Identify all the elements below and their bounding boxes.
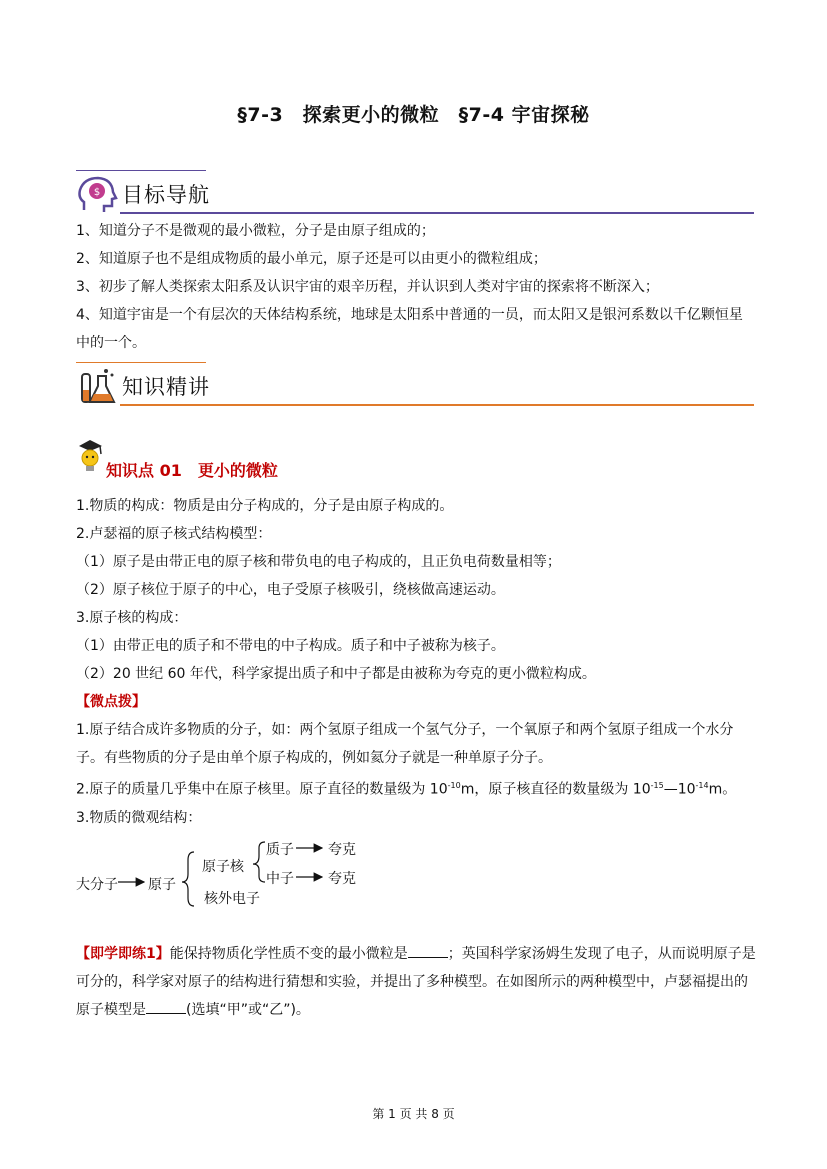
knowledge-point-header <box>76 438 376 482</box>
flask-icon <box>76 366 118 406</box>
list-item: （2）20 世纪 60 年代，科学家提出质子和中子都是由被称为夸克的更小微粒构成。 <box>76 666 596 682</box>
knowledge-point-title: 知识点 01 更小的微粒 <box>106 461 278 480</box>
graduate-bulb-icon <box>76 438 106 478</box>
list-item: （1）原子是由带正电的原子核和带负电的电子构成的，且正负电荷数量相等； <box>76 554 561 570</box>
answer-blank[interactable] <box>408 943 448 958</box>
section-title: 知识精讲 <box>122 375 210 399</box>
section-header-knowledge <box>76 362 754 406</box>
diagram-proton: 质子 <box>266 842 294 858</box>
divider <box>76 362 206 363</box>
diagram-electron: 核外电子 <box>204 891 260 907</box>
exercise-label: 【即学即练1】 <box>76 946 170 962</box>
diagram-nucleus: 原子核 <box>202 859 244 875</box>
tip-paragraph: 2.原子的质量几乎集中在原子核里。原子直径的数量级为 $10^{-10}m$，原子核直径的数量级为 $10^{-15}—10^{-14}m$。 <box>76 781 737 798</box>
brace <box>182 852 194 906</box>
knowledge-content <box>76 492 756 832</box>
diagram-atom: 原子 <box>148 877 176 893</box>
diagram-quark: 夸克 <box>328 842 356 858</box>
section-title: 目标导航 <box>122 183 210 207</box>
svg-text:$: $ <box>93 187 101 198</box>
head-brain-icon <box>76 174 118 214</box>
goals-list <box>76 217 756 357</box>
section-header-goals <box>76 170 754 214</box>
tip-paragraph: 1.原子结合成许多物质的分子，如：两个氢原子组成一个氢气分子，一个氧原子和两个氢原子组成一个水分子。有些物质的分子是由单个原子构成的，例如氦分子就是一种单原子分子。 <box>76 722 734 766</box>
page-footer: 第 1 页 共 8 页 <box>372 1107 455 1121</box>
answer-blank[interactable] <box>146 999 186 1014</box>
divider <box>120 404 754 406</box>
brace <box>253 842 265 882</box>
diagram-molecule: 大分子 <box>76 877 118 893</box>
list-item: （2）原子核位于原子的中心，电子受原子核吸引，绕核做高速运动。 <box>76 582 505 598</box>
list-item: 1、知道分子不是微观的最小微粒，分子是由原子组成的； <box>76 223 435 239</box>
diagram-quark: 夸克 <box>328 871 356 887</box>
diagram-neutron: 中子 <box>266 871 294 887</box>
list-item: 2、知道原子也不是组成物质的最小单元，原子还是可以由更小的微粒组成； <box>76 251 547 267</box>
tip-paragraph: 3.物质的微观结构： <box>76 809 202 826</box>
list-item: 3.原子核的构成： <box>76 610 188 626</box>
list-item: 1.物质的构成：物质是由分子构成的，分子是由原子构成的。 <box>76 498 454 514</box>
page-title: §7-3 探索更小的微粒 §7-4 宇宙探秘 <box>237 104 590 126</box>
list-item: 4、知道宇宙是一个有层次的天体结构系统，地球是太阳系中普通的一员，而太阳又是银河系数以千亿颗恒星中的一个。 <box>76 307 743 351</box>
list-item: 3、初步了解人类探索太阳系及认识宇宙的艰辛历程，并认识到人类对宇宙的探索将不断深入； <box>76 279 659 295</box>
list-item: 2.卢瑟福的原子核式结构模型： <box>76 526 272 542</box>
structure-diagram <box>70 830 390 910</box>
tip-label: 【微点拨】 <box>76 694 146 710</box>
divider <box>120 212 754 214</box>
divider <box>76 170 206 171</box>
exercise: 【即学即练1】能保持物质化学性质不变的最小微粒是 ；英国科学家汤姆生发现了电子，从而说明原子是可分的，科学家对原子的结构进行猜想和实验，并提出了多种模型。在如图所示的两种模型中，卢瑟福提出的原子模型是 (选填“甲”或“乙”)。 <box>76 940 756 1024</box>
list-item: （1）由带正电的质子和不带电的中子构成。质子和中子被称为核子。 <box>76 638 505 654</box>
